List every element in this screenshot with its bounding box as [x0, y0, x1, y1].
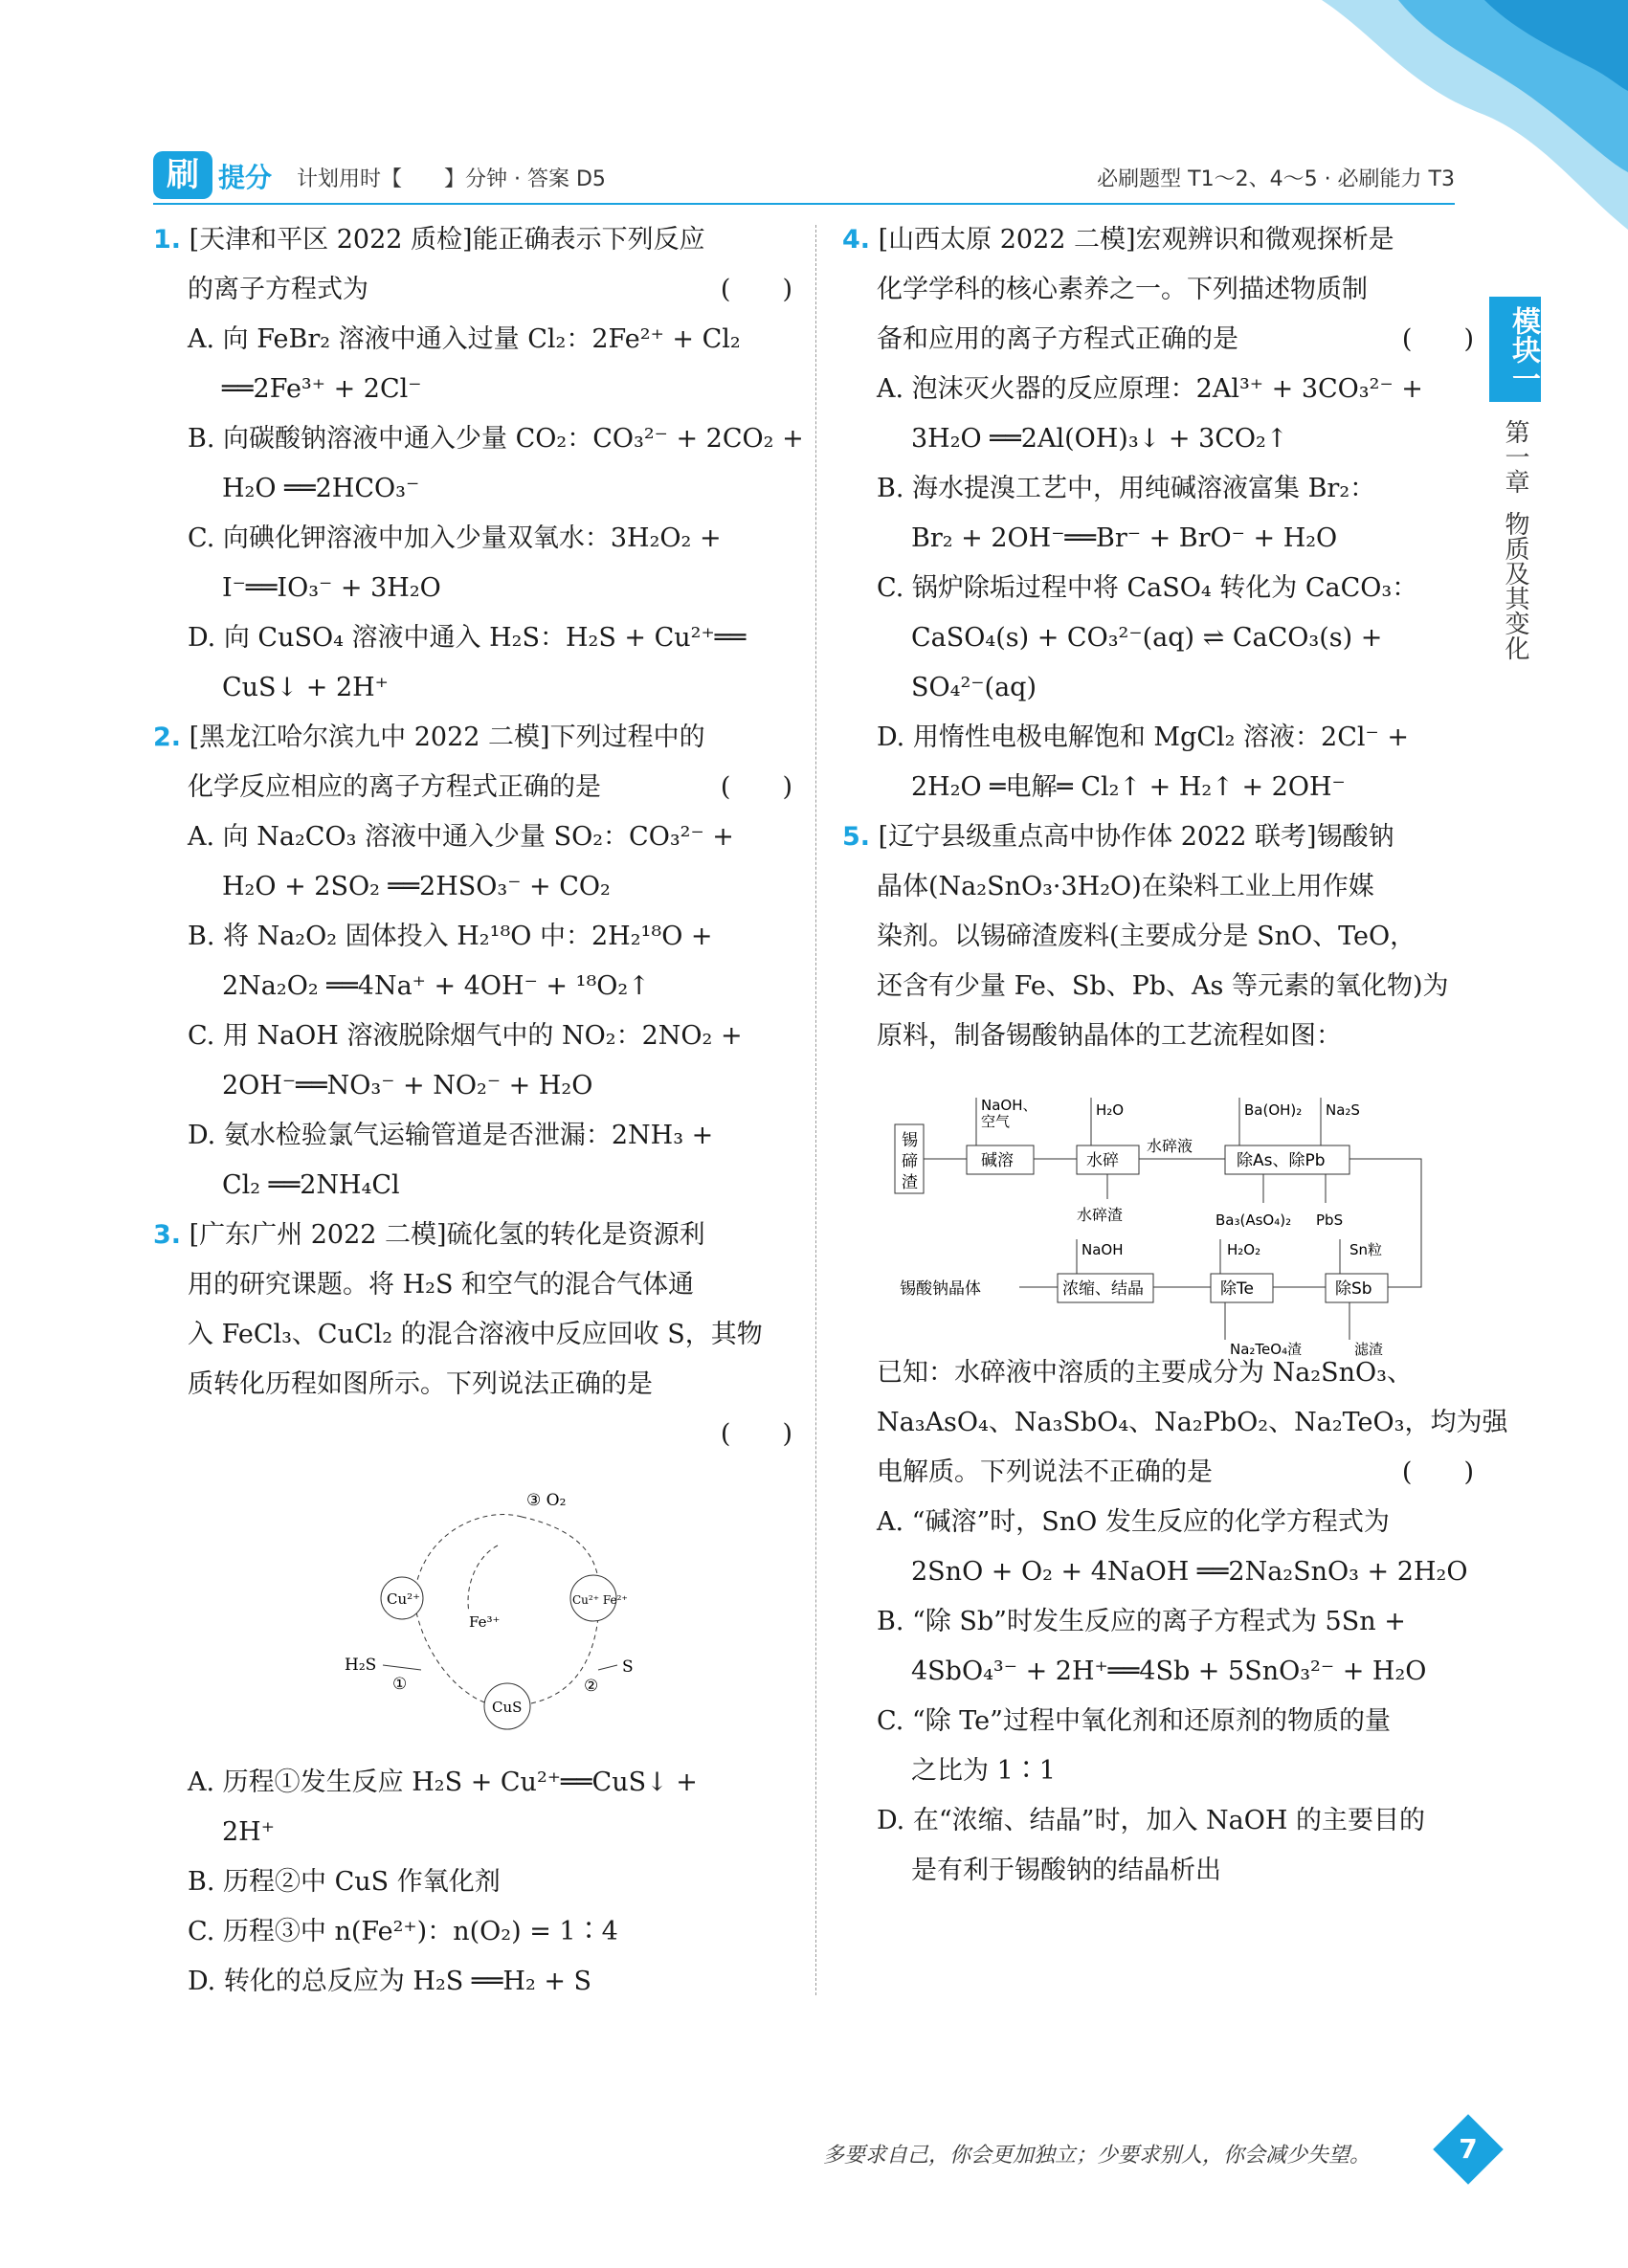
option-d: D. 用惰性电极电解饱和 MgCl₂ 溶液：2Cl⁻ + [877, 723, 1409, 752]
answer-blank: ( ) [720, 1419, 792, 1449]
right-column [842, 215, 1508, 1896]
answer-blank: ( ) [720, 275, 792, 304]
option-c: C. 向碘化钾溶液中加入少量双氧水：3H₂O₂ + [188, 523, 722, 553]
option-b: B. “除 Sb”时发生反应的离子方程式为 5Sn + [877, 1607, 1406, 1636]
question-stem: 质转化历程如图所示。下列说法正确的是 [188, 1369, 653, 1399]
question-stem: 备和应用的离子方程式正确的是 [877, 324, 1238, 354]
option-b-cont: Br₂ + 2OH⁻══Br⁻ + BrO⁻ + H₂O [911, 523, 1338, 553]
option-b: B. 历程②中 CuS 作氧化剂 [188, 1867, 501, 1897]
question-stem: [广东广州 2022 二模]硫化氢的转化是资源利 [189, 1220, 705, 1250]
question-stem: [天津和平区 2022 质检]能正确表示下列反应 [189, 225, 705, 255]
question-number: 5. [842, 822, 871, 852]
o2-label: ③ O₂ [526, 1491, 567, 1510]
reagent-label: Sn粒 [1349, 1241, 1383, 1258]
chapter-title: 物质及其变化 [1501, 511, 1529, 660]
answer-blank: ( ) [720, 772, 792, 802]
option-b: B. 向碳酸钠溶液中通入少量 CO₂：CO₃²⁻ + 2CO₂ + [188, 424, 804, 454]
residue-label: 滤渣 [1354, 1341, 1384, 1358]
answer-blank: ( ) [1401, 324, 1474, 354]
step2-label: ② [584, 1677, 599, 1696]
option-b: B. 将 Na₂O₂ 固体投入 H₂¹⁸O 中：2H₂¹⁸O + [188, 922, 713, 951]
step-chuaspb: 除As、除Pb [1237, 1151, 1326, 1170]
option-a-cont: ══2Fe³⁺ + 2Cl⁻ [222, 374, 422, 404]
option-a: A. 历程①发生反应 H₂S + Cu²⁺══CuS↓ + [188, 1768, 698, 1797]
residue-label: PbS [1316, 1212, 1344, 1229]
question-stem: 染剂。以锡碲渣废料(主要成分是 SnO、TeO， [877, 922, 1416, 951]
option-c-cont2: SO₄²⁻(aq) [911, 673, 1037, 702]
known-info: 电解质。下列说法不正确的是 [877, 1457, 1213, 1487]
step-nongsuo: 浓缩、结晶 [1062, 1279, 1144, 1299]
option-c-cont: 2OH⁻══NO₃⁻ + NO₂⁻ + H₂O [222, 1071, 593, 1101]
side-tab [1489, 297, 1541, 660]
question-stem: 还含有少量 Fe、Sb、Pb、As 等元素的氧化物)为 [877, 971, 1449, 1001]
option-d-cont: 是有利于锡酸钠的结晶析出 [911, 1856, 1221, 1885]
cufe-label: Cu²⁺ Fe²⁺ [572, 1593, 628, 1607]
known-info: 已知：水碎液中溶质的主要成分为 Na₂SnO₃、 [877, 1358, 1413, 1388]
raw-material-label: 渣 [902, 1173, 918, 1192]
module-label: 模块一 [1489, 297, 1541, 402]
option-d-cont: 2H₂O ═电解═ Cl₂↑ + H₂↑ + 2OH⁻ [911, 772, 1346, 802]
option-b: B. 海水提溴工艺中，用纯碱溶液富集 Br₂： [877, 474, 1376, 503]
question-stem: 原料，制备锡酸钠晶体的工艺流程如图： [877, 1021, 1342, 1051]
option-d: D. 在“浓缩、结晶”时，加入 NaOH 的主要目的 [877, 1806, 1426, 1835]
question-4 [842, 215, 1474, 812]
option-c-cont: 之比为 1∶1 [911, 1756, 1056, 1786]
option-b-cont: H₂O ══2HCO₃⁻ [222, 474, 420, 503]
step1-label: ① [392, 1675, 408, 1694]
option-d: D. 转化的总反应为 H₂S ══H₂ + S [188, 1967, 592, 1996]
question-number: 3. [153, 1220, 182, 1250]
option-a-cont: 2H⁺ [222, 1817, 275, 1847]
option-a-cont: H₂O + 2SO₂ ══2HSO₃⁻ + CO₂ [222, 872, 611, 901]
option-a: A. “碱溶”时，SnO 发生反应的化学方程式为 [877, 1507, 1390, 1537]
question-stem: [黑龙江哈尔滨九中 2022 二模]下列过程中的 [189, 723, 705, 752]
residue-label: Ba₃(AsO₄)₂ [1215, 1212, 1292, 1229]
question-stem: 化学学科的核心素养之一。下列描述物质制 [877, 275, 1368, 304]
brand-subtitle: 提分 [218, 162, 273, 193]
question-stem: 入 FeCl₃、CuCl₂ 的混合溶液中反应回收 S，其物 [188, 1320, 763, 1349]
question-number: 4. [842, 225, 871, 255]
brand-logo: 刷 [153, 151, 212, 199]
page-header [153, 144, 1455, 201]
question-stem: [辽宁县级重点高中协作体 2022 联考]锡酸钠 [878, 822, 1394, 852]
option-b-cont: 2Na₂O₂ ══4Na⁺ + 4OH⁻ + ¹⁸O₂↑ [222, 971, 650, 1001]
residue-label: Na₂TeO₄渣 [1230, 1341, 1303, 1358]
header-divider [153, 203, 1455, 205]
footer-motto: 多要求自己，你会更加独立；少要求别人，你会减少失望。 [823, 2144, 1372, 2168]
option-a-cont: 3H₂O ══2Al(OH)₃↓ + 3CO₂↑ [911, 424, 1288, 454]
residue-label: 水碎渣 [1077, 1206, 1124, 1224]
raw-material-label: 碲 [902, 1152, 918, 1171]
option-d-cont: Cl₂ ══2NH₄Cl [222, 1170, 400, 1200]
option-a-cont: 2SnO + O₂ + 4NaOH ══2Na₂SnO₃ + 2H₂O [911, 1557, 1468, 1587]
reagent-label: H₂O₂ [1227, 1241, 1261, 1258]
option-d: D. 向 CuSO₄ 溶液中通入 H₂S：H₂S + Cu²⁺══ [188, 623, 747, 653]
reagent-label: Ba(OH)₂ [1244, 1101, 1303, 1119]
conversion-cycle-diagram [345, 1479, 670, 1756]
question-stem: 化学反应相应的离子方程式正确的是 [188, 772, 601, 802]
page-number: 7 [1459, 2133, 1478, 2165]
stream-label: 水碎液 [1147, 1137, 1193, 1155]
reagent-label: H₂O [1096, 1101, 1125, 1119]
process-flow-diagram [890, 1096, 1445, 1373]
raw-material-label: 锡 [902, 1131, 918, 1150]
h2s-label: H₂S [345, 1656, 377, 1675]
option-a: A. 向 FeBr₂ 溶液中通入过量 Cl₂：2Fe²⁺ + Cl₂ [188, 324, 741, 354]
question-stem: 用的研究课题。将 H₂S 和空气的混合气体通 [188, 1270, 695, 1300]
option-c: C. 用 NaOH 溶液脱除烟气中的 NO₂：2NO₂ + [188, 1021, 743, 1051]
question-2 [153, 713, 792, 1211]
known-info: Na₃AsO₄、Na₃SbO₄、Na₂PbO₂、Na₂TeO₃，均为强 [877, 1408, 1508, 1437]
question-stem: 晶体(Na₂SnO₃·3H₂O)在染料工业上用作媒 [877, 872, 1374, 901]
step-chusb: 除Sb [1335, 1279, 1372, 1299]
option-c: C. 历程③中 n(Fe²⁺)：n(O₂) = 1∶4 [188, 1917, 618, 1946]
step-jianrong: 碱溶 [981, 1151, 1014, 1170]
question-number: 1. [153, 225, 182, 255]
reagent-label: NaOH、 [981, 1097, 1037, 1114]
option-a: A. 泡沫灭火器的反应原理：2Al³⁺ + 3CO₃²⁻ + [877, 374, 1423, 404]
question-types: 必刷题型 T1～2、4～5 · 必刷能力 T3 [1097, 167, 1455, 191]
question-stem: 的离子方程式为 [188, 275, 368, 304]
question-number: 2. [153, 723, 182, 752]
option-d-cont: CuS↓ + 2H⁺ [222, 673, 389, 702]
option-b-cont: 4SbO₄³⁻ + 2H⁺══4Sb + 5SnO₃²⁻ + H₂O [911, 1657, 1427, 1686]
question-1 [153, 215, 804, 713]
step-chute: 除Te [1220, 1279, 1254, 1299]
product-label: 锡酸钠晶体 [900, 1279, 981, 1299]
reagent-label: 空气 [981, 1113, 1011, 1130]
option-c-cont: I⁻══IO₃⁻ + 3H₂O [222, 573, 441, 603]
column-divider [815, 225, 816, 1995]
reagent-label: NaOH [1082, 1241, 1124, 1258]
option-d: D. 氨水检验氯气运输管道是否泄漏：2NH₃ + [188, 1121, 714, 1150]
step-shuisui: 水碎 [1086, 1151, 1119, 1170]
answer-blank: ( ) [1401, 1457, 1474, 1487]
reagent-label: Na₂S [1326, 1101, 1360, 1119]
fe3-label: Fe³⁺ [469, 1613, 501, 1631]
option-c: C. “除 Te”过程中氧化剂和还原剂的物质的量 [877, 1706, 1391, 1736]
option-c: C. 锅炉除垢过程中将 CaSO₄ 转化为 CaCO₃： [877, 573, 1418, 603]
chapter-label: 第一章 [1501, 419, 1529, 494]
plan-time: 计划用时【 】分钟 · 答案 D5 [297, 167, 606, 191]
s-label: S [622, 1657, 634, 1677]
question-stem: [山西太原 2022 二模]宏观辨识和微观探析是 [878, 225, 1394, 255]
option-c-cont: CaSO₄(s) + CO₃²⁻(aq) ⇌ CaCO₃(s) + [911, 623, 1383, 653]
cu-label: Cu²⁺ [387, 1590, 421, 1608]
cus-label: CuS [492, 1699, 523, 1716]
option-a: A. 向 Na₂CO₃ 溶液中通入少量 SO₂：CO₃²⁻ + [188, 822, 734, 852]
